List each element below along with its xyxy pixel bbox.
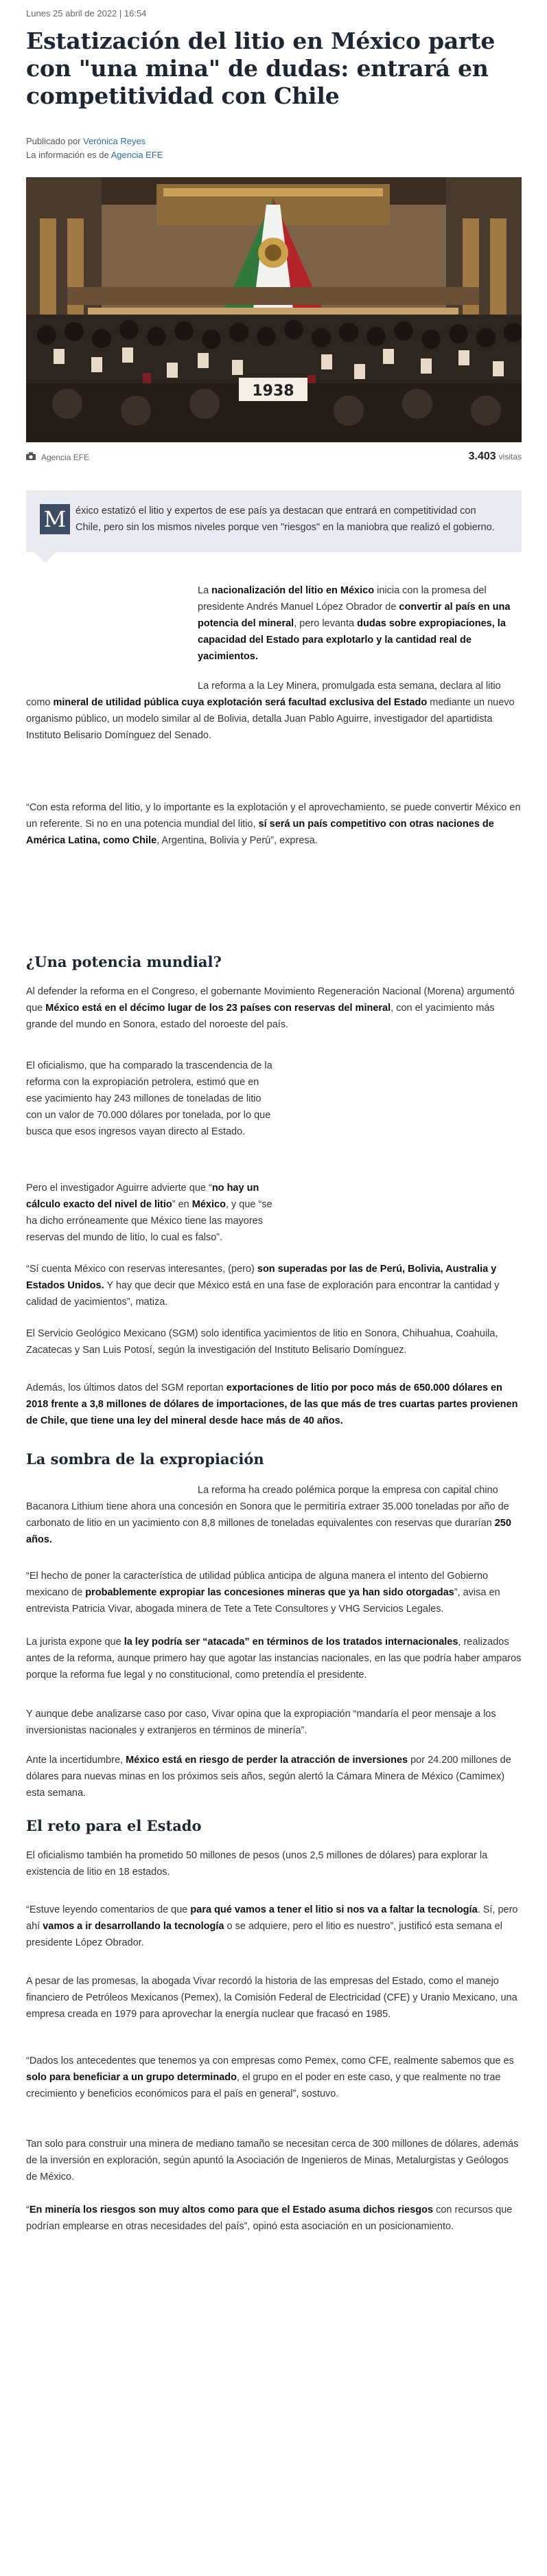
paragraph: La reforma a la Ley Minera, promulgada esta semana, declara al litio como mineral de utilidad pública cuya explotación será facultad exclusiva del Estado mediante un nuevo organismo público, un modelo similar al de Bolivia, detalla Juan Pablo Aguirre, investigador del apartidista Instituto Belisario Domínguez del Senado. (26, 681, 515, 741)
paragraph: El oficialismo también ha prometido 50 millones de pesos (unos 2,5 millones de dólares) para explorar la existencia de litio en 18 estados. (26, 1850, 488, 1878)
section-heading: ¿Una potencia mundial? (26, 953, 222, 970)
paragraph: “Estuve leyendo comentarios de que para qué vamos a tener el litio si nos va a faltar la tecnología. Sí, pero ahí vamos a ir desarrollando la tecnología o se adquiere, pero el litio es nuestro”, justificó esta semana el presidente López Obrador. (26, 1904, 518, 1948)
publish-date: Lunes 25 abril de 2022 | 16:54 (26, 8, 147, 19)
paragraph: Pero el investigador Aguirre advierte que “no hay un cálculo exacto del nivel de litio” en México, y que “se ha dicho erróneamente que México tiene las mayores reservas del mundo de litio, lo cual es falso”. (26, 1183, 272, 1243)
section-heading: El reto para el Estado (26, 1817, 202, 1834)
visit-counter (469, 451, 522, 463)
paragraph: “El hecho de poner la característica de utilidad pública anticipa de alguna manera el intento del Gobierno mexicano de probablemente expropiar las concesiones mineras que ya han sido otorgadas”, avisa en entrevista Patricia Vivar, abogada minera de Tete a Tete Consultores y VHG Servicios Legales. (26, 1571, 500, 1615)
paragraph: La reforma ha creado polémica porque la empresa con capital chino Bacanora Lithium tiene ahora una concesión en Sonora que le permitiría extraer 35.000 toneladas por año de carbonato de litio en un yacimiento con 8,8 millones de toneladas equivalentes con reservas que durarían 250 años. (26, 1485, 511, 1545)
paragraph: “Con esta reforma del litio, y lo importante es la explotación y el aprovechamiento, se puede convertir México en un referente. Si no en una potencia mundial del litio, sí será un país competitivo con otras naciones de América Latina, como Chile, Argentina, Bolivia y Perú”, expresa. (26, 802, 521, 846)
source-line: La información es de Agencia EFE (26, 150, 163, 160)
visit-label: visitas (498, 452, 522, 461)
paragraph: Tan solo para construir una minera de mediano tamaño se necesitan cerca de 300 millones de dólares, además de la inversión en exploración, según apuntó la Asociación de Ingenieros de Minas, Metalurgistas y Geólogos de México. (26, 2139, 519, 2182)
visit-count: 3.403 (468, 451, 496, 462)
paragraph: “Sí cuenta México con reservas interesantes, (pero) son superadas por las de Perú, Bolivia, Australia y Estados Unidos. Y hay que decir que México está en una fase de exploración para encontrar la cantidad y calidad de yacimientos”, matiza. (26, 1264, 500, 1308)
author-line: Publicado por Verónica Reyes (26, 136, 146, 146)
paragraph: “En minería los riesgos son muy altos como para que el Estado asuma dichos riesgos con recursos que podrían emplearse en otras necesidades del país”, opinó esta asociación en un posicionamiento. (26, 2204, 513, 2232)
chamber-photo-illustration (26, 177, 522, 442)
photo-credit: Agencia EFE (41, 453, 90, 462)
summary-text: éxico estatizó el litio y expertos de ese país ya destacan que entrará en competitividad con Chile, pero sin los mismos niveles porque ven "riesgos" en la maniobra que realizó el gobierno. (75, 505, 495, 533)
source-link[interactable]: Agencia EFE (110, 150, 163, 160)
drop-cap: M (40, 504, 70, 534)
paragraph: “Dados los antecedentes que tenemos ya con empresas como Pemex, como CFE, realmente sabemos que es solo para beneficiar a un grupo determinado, el grupo en el poder en este caso, y que realmente no trae crecimiento y beneficios económicos para el país en general”, sostuvo. (26, 2055, 514, 2099)
paragraph: La jurista expone que la ley podría ser “atacada” en términos de los tratados internacionales, realizados antes de la reforma, aunque primero hay que agotar las instancias nacionales, en las que podría haber amparos porque la reforma fue legal y no constitucional, como pretendía el presidente. (26, 1637, 522, 1680)
paragraph: La nacionalización del litio en México inicia con la promesa del presidente Andrés Manuel López Obrador de convertir al país en una potencia del mineral, pero levanta dudas sobre expropiaciones, la capacidad del Estado para explotarlo y la cantidad real de yacimientos. (198, 585, 511, 662)
paragraph: El oficialismo, que ha comparado la trascendencia de la reforma con la expropiación petrolera, estimó que en ese yacimiento hay 243 millones de toneladas de litio con un valor de 70.000 dólares por tonelada, por lo que busca que esos ingresos vayan directo al Estado. (26, 1060, 272, 1137)
paragraph: A pesar de las promesas, la abogada Vivar recordó la historia de las empresas del Estado, como el manejo financiero de Petróleos Mexicanos (Pemex), la Comisión Federal de Electricidad (CFE) y Uranio Mexicano, una empresa creada en 1979 para aprovechar la energía nuclear que fracasó en 1985. (26, 1976, 517, 2020)
paragraph: Al defender la reforma en el Congreso, el gobernante Movimiento Regeneración Nacional (Morena) argumentó que México está en el décimo lugar de los 23 países con reservas del mineral, con el yacimiento más grande del mundo en Sonora, estado del noroeste del país. (26, 986, 515, 1030)
paragraph: El Servicio Geológico Mexicano (SGM) solo identifica yacimientos de litio en Sonora, Chihuahua, Coahuila, Zacatecas y San Luis Potosí, según la investigación del Instituto Belisario Domínguez. (26, 1328, 498, 1356)
sign-text: 1938 (252, 383, 294, 400)
section-heading: La sombra de la expropiación (26, 1450, 264, 1468)
paragraph: Además, los últimos datos del SGM reportan exportaciones de litio por poco más de 650.000 dólares en 2018 frente a 3,8 millones de dólares de importaciones, de las que más de tres cuartas partes provienen de Chile, que tiene una ley del mineral desde hace más de 40 años. (26, 1382, 518, 1426)
author-link[interactable]: Verónica Reyes (83, 136, 146, 146)
article-summary (26, 490, 522, 552)
photo-credit-row (26, 451, 522, 464)
paragraph: Y aunque debe analizarse caso por caso, Vivar opina que la expropiación “mandaría el peor mensaje a los inversionistas nacionales y extranjeros en términos de minería”. (26, 1709, 496, 1736)
article-title: Estatización del litio en México parte con "una mina" de dudas: entrará en competitividad con Chile (26, 27, 496, 109)
summary-pointer (34, 552, 56, 563)
paragraph: Ante la incertidumbre, México está en riesgo de perder la atracción de inversiones por 24.200 millones de dólares para nuevas minas en los próximos seis años, según alertó la Cámara Minera de México (Camimex) esta semana. (26, 1755, 511, 1799)
hero-photo (26, 177, 522, 442)
camera-icon (26, 452, 36, 462)
byline (26, 135, 163, 162)
